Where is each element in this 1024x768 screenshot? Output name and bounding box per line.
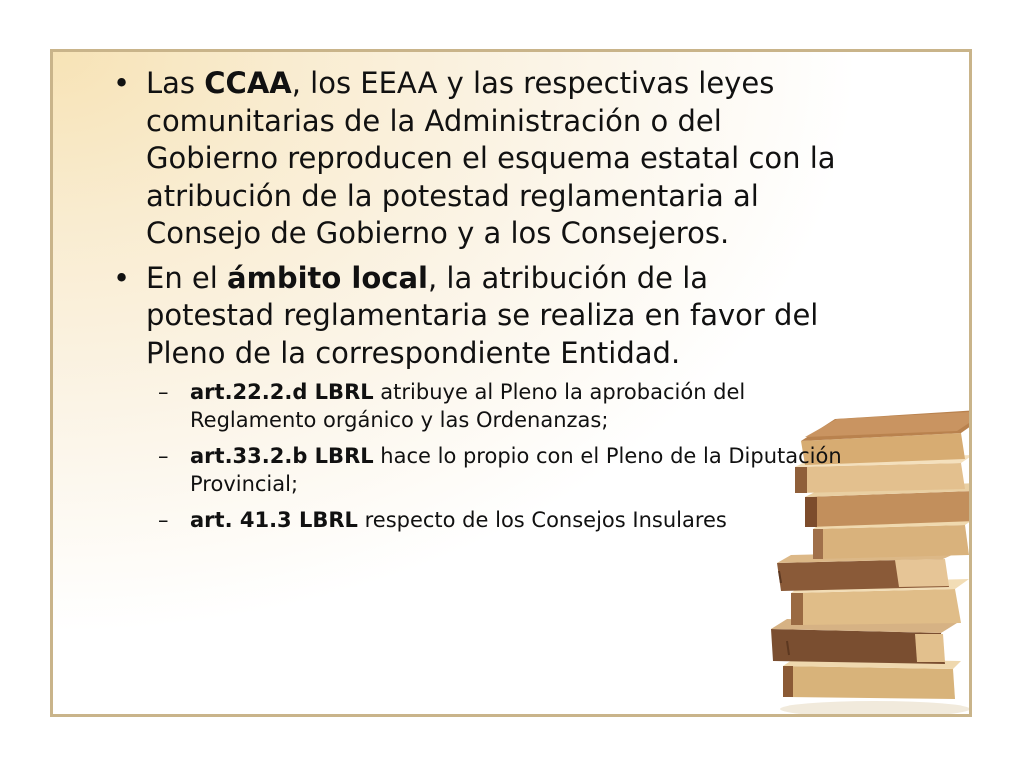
dash-glyph: – xyxy=(158,508,169,532)
sub-item-text: respecto de los Consejos Insulares xyxy=(357,508,727,532)
sub-item-text: hace lo propio con el Pleno de la Diputación Provincial; xyxy=(190,444,842,496)
bullet-item-ccaa xyxy=(113,65,843,253)
sub-item-art-33 xyxy=(146,442,843,498)
bullet-text: , la atribución de la potestad reglamentaria se realiza en favor del Pleno de la correspondiente Entidad. xyxy=(146,260,819,370)
bullet-bold-term: CCAA xyxy=(204,66,292,100)
dash-glyph: – xyxy=(158,444,169,468)
dash-glyph: – xyxy=(158,380,169,404)
sub-item-bold-ref: art. 41.3 LBRL xyxy=(190,508,358,532)
bullet-text: , los EEAA y las respectivas leyes comunitarias de la Administración o del Gobierno reproducen el esquema estatal con la atribución de la potestad reglamentaria al Consejo de Gobierno y a los Consejeros. xyxy=(146,66,836,250)
bullet-glyph: • xyxy=(113,66,131,100)
bullet-bold-term: ámbito local xyxy=(227,260,428,295)
sub-item-bold-ref: art.22.2.d LBRL xyxy=(190,380,374,404)
slide-content xyxy=(113,65,843,542)
bullet-list xyxy=(113,65,843,534)
sub-item-art-22 xyxy=(146,378,843,434)
bullet-item-ambito-local xyxy=(113,260,843,535)
bullet-prefix: Las xyxy=(146,66,205,100)
bullet-glyph: • xyxy=(113,260,131,295)
sub-item-text: atribuye al Pleno la aprobación del Reglamento orgánico y las Ordenanzas; xyxy=(190,380,746,432)
sub-item-art-41 xyxy=(146,506,843,534)
slide-frame xyxy=(50,49,972,717)
sub-bullet-list xyxy=(146,378,843,534)
bullet-prefix: En el xyxy=(146,260,228,295)
sub-item-bold-ref: art.33.2.b LBRL xyxy=(190,444,374,468)
